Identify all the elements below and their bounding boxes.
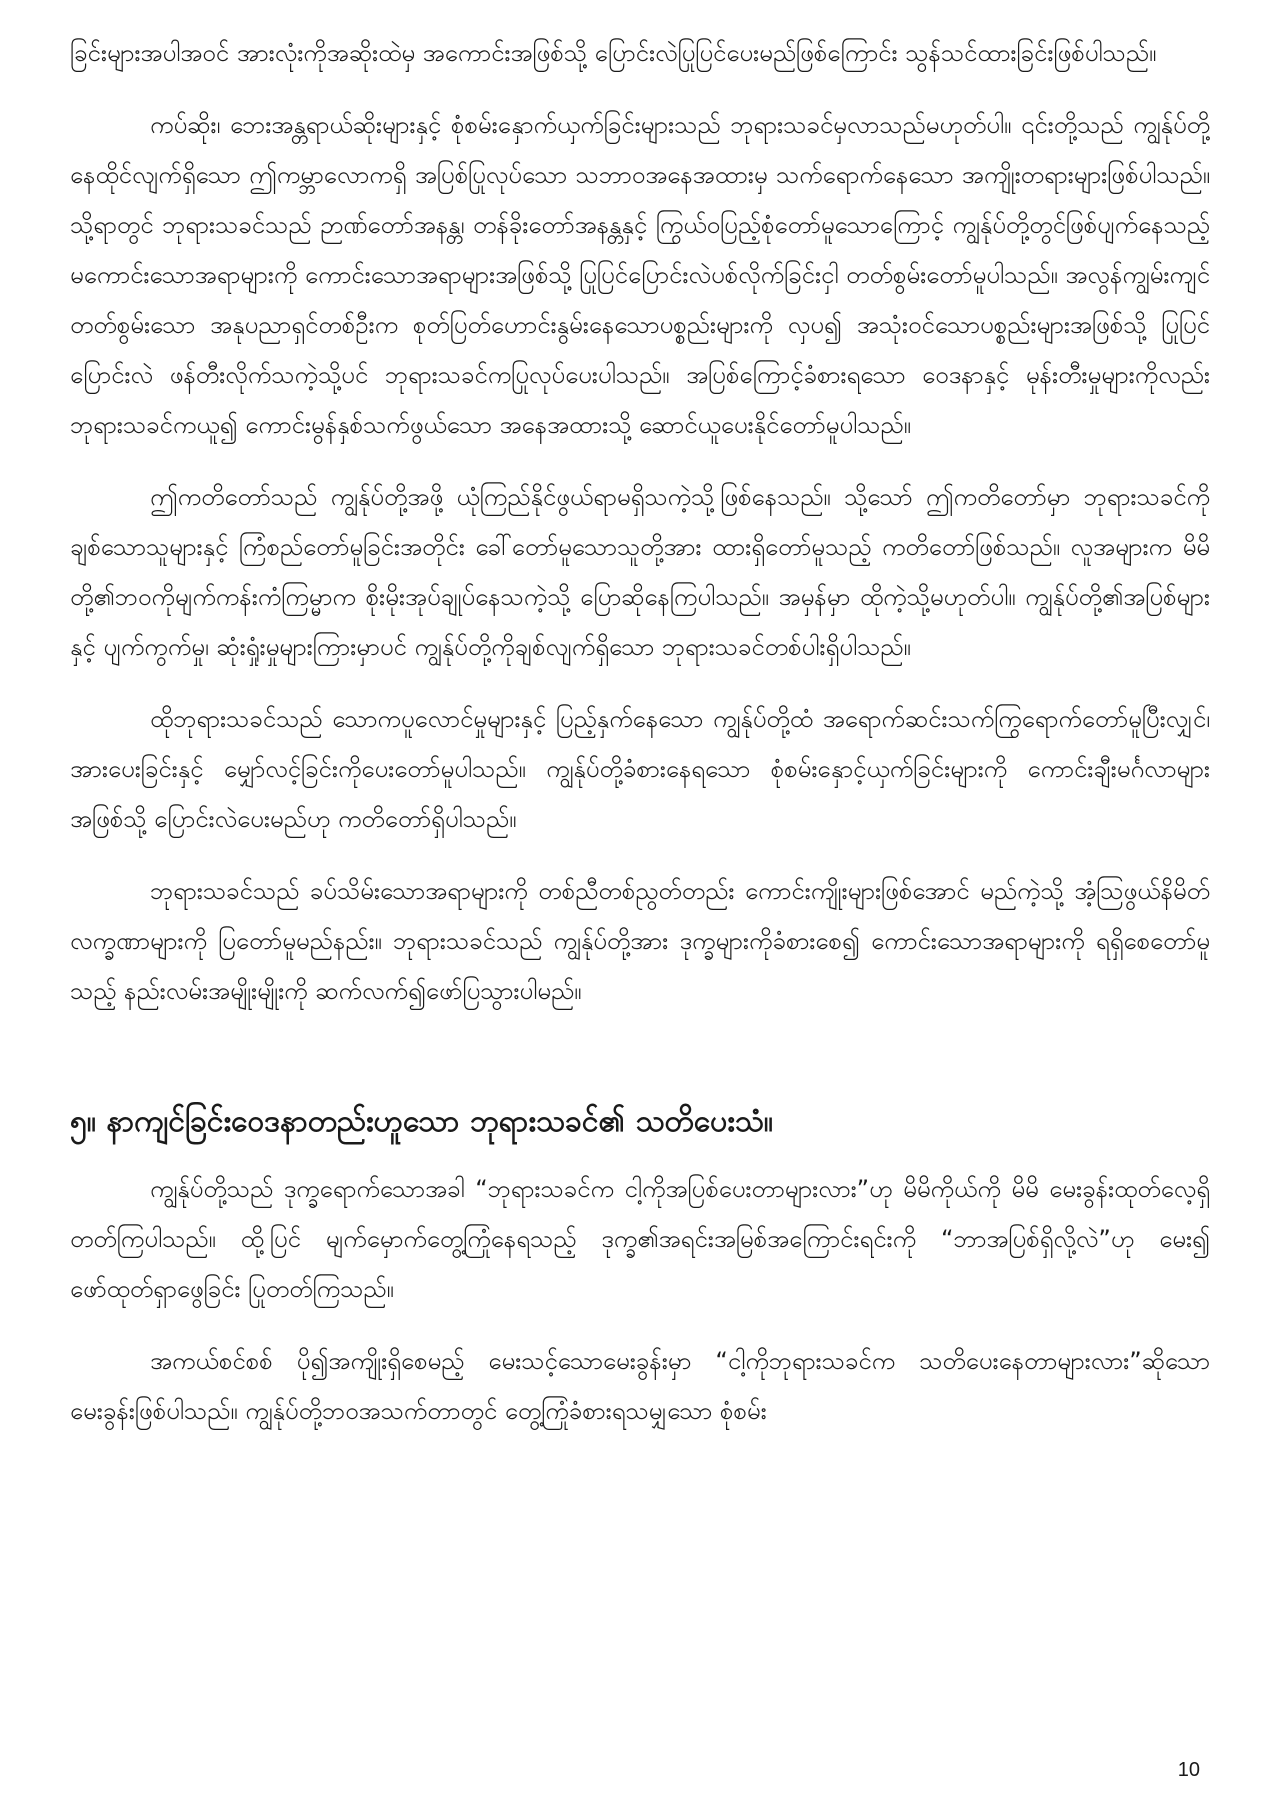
page-number: 10 — [1177, 1759, 1200, 1781]
paragraph-disasters: ကပ်ဆိုး၊ ဘေးအန္တရာယ်ဆိုးများနှင့် စုံစမ်းနှောက်ယှက်ခြင်းများသည် ဘုရားသခင်မှလာသည်မဟုတ်ပါ။ ၎င်းတို့သည် ကျွန်ုပ်တို့နေထိုင်လျက်ရှိသော ဤကမ္ဘာလောကရှိ အပြစ်ပြုလုပ်သော သဘာဝအနေအထားမှ သက်ရောက်နေသော အကျိုးတရားများဖြစ်ပါသည်။ သို့ရာတွင် ဘုရားသခင်သည် ဉာဏ်တော်အနန္တ၊ တန်ခိုးတော်အနန္တနှင့် ကြွယ်ဝပြည့်စုံတော်မူသောကြောင့် ကျွန်ုပ်တို့တွင်ဖြစ်ပျက်နေသည့် မကောင်းသောအရာများကို ကောင်းသောအရာများအဖြစ်သို့ ပြုပြင်ပြောင်းလဲပစ်လိုက်ခြင်းငှါ တတ်စွမ်းတော်မူပါသည်။ အလွန်ကျွမ်းကျင်တတ်စွမ်းသော အနုပညာရှင်တစ်ဦးက စုတ်ပြတ်ဟောင်းနွမ်းနေသောပစ္စည်းများကို လှပ၍ အသုံးဝင်သောပစ္စည်းများအဖြစ်သို့ ပြုပြင်ပြောင်းလဲ ဖန်တီးလိုက်သကဲ့သို့ပင် ဘုရားသခင်ကပြုလုပ်ပေးပါသည်။ အပြစ်ကြောင့်ခံစားရသော ဝေဒနာနှင့် မုန်းတီးမှုများကိုလည်း ဘုရားသခင်ကယူ၍ ကောင်းမွန်နှစ်သက်ဖွယ်သော အနေအထားသို့ ဆောင်ယူပေးနိုင်တော်မူပါသည်။ — [70, 111, 1210, 439]
paragraph-question-warning: အကယ်စင်စစ် ပို၍အကျိုးရှိစေမည့် မေးသင့်သောမေးခွန်းမှာ “ငါ့ကိုဘုရားသခင်က သတိပေးနေတာများလား”ဆိုသော မေးခွန်းဖြစ်ပါသည်။ ကျွန်ုပ်တို့ဘဝအသက်တာတွင် တွေ့ကြုံခံစားရသမျှသော စုံစမ်း — [70, 1347, 1210, 1425]
paragraph-question-punishment: ကျွန်ုပ်တို့သည် ဒုက္ခရောက်သောအခါ “ဘုရားသခင်က ငါ့ကိုအပြစ်ပေးတာများလား”ဟု မိမိကိုယ်ကို မိမိ မေးခွန်းထုတ်လေ့ရှိတတ်ကြပါသည်။ ထို့ပြင် မျက်မှောက်တွေ့ကြုံနေရသည့် ဒုက္ခ၏အရင်းအမြစ်အကြောင်းရင်းကို “ဘာအပြစ်ရှိလို့လဲ”ဟု မေး၍ ဖော်ထုတ်ရှာဖွေခြင်း ပြုတတ်ကြသည်။ — [70, 1175, 1210, 1303]
section-heading: ၅။ နာကျင်ခြင်းဝေဒနာတည်းဟူသော ဘုရားသခင်၏ သတိပေးသံ။ — [70, 1104, 773, 1139]
paragraph-promise: ဤကတိတော်သည် ကျွန်ုပ်တို့အဖို့ ယုံကြည်နိုင်ဖွယ်ရာမရှိသကဲ့သို့ဖြစ်နေသည်။ သို့သော် ဤကတိတော်မှာ ဘုရားသခင်ကို ချစ်သောသူများနှင့် ကြံစည်တော်မူခြင်းအတိုင်း ခေါ်တော်မူသောသူတို့အား ထားရှိတော်မူသည့် ကတိတော်ဖြစ်သည်။ လူအများက မိမိတို့၏ဘဝကိုမျက်ကန်းကံကြမ္မာက စိုးမိုးအုပ်ချုပ်နေသကဲ့သို့ ပြောဆိုနေကြပါသည်။ အမှန်မှာ ထိုကဲ့သို့မဟုတ်ပါ။ ကျွန်ုပ်တို့၏အပြစ်များနှင့် ပျက်ကွက်မှု၊ ဆုံးရှုံးမှုများကြားမှာပင် ကျွန်ုပ်တို့ကိုချစ်လျက်ရှိသော ဘုရားသခင်တစ်ပါးရှိပါသည်။ — [70, 483, 1210, 661]
paragraph-wonders: ဘုရားသခင်သည် ခပ်သိမ်းသောအရာများကို တစ်ညီတစ်ညွတ်တည်း ကောင်းကျိုးများဖြစ်အောင် မည်ကဲ့သို့ အံ့သြဖွယ်နိမိတ်လက္ခဏာများကို ပြတော်မူမည်နည်း။ ဘုရားသခင်သည် ကျွန်ုပ်တို့အား ဒုက္ခများကိုခံစားစေ၍ ကောင်းသောအရာများကို ရရှိစေတော်မူသည့် နည်းလမ်းအမျိုးမျိုးကို ဆက်လက်၍ဖော်ပြသွားပါမည်။ — [70, 877, 1210, 1005]
paragraph-god-comes: ထိုဘုရားသခင်သည် သောကပူလောင်မှုများနှင့် ပြည့်နှက်နေသော ကျွန်ုပ်တို့ထံ အရောက်ဆင်းသက်ကြွရောက်တော်မူပြီးလျှင်၊ အားပေးခြင်းနှင့် မျှော်လင့်ခြင်းကိုပေးတော်မူပါသည်။ ကျွန်ုပ်တို့ခံစားနေရသော စုံစမ်းနှောင့်ယှက်ခြင်းများကို ကောင်းချီးမင်္ဂလာများအဖြစ်သို့ ပြောင်းလဲပေးမည်ဟု ကတိတော်ရှိပါသည်။ — [70, 705, 1210, 833]
page-content — [70, 28, 1210, 1436]
paragraph-continued: ခြင်းများအပါအဝင် အားလုံးကိုအဆိုးထဲမှ အကောင်းအဖြစ်သို့ ပြောင်းလဲပြုပြင်ပေးမည်ဖြစ်ကြောင်း သွန်သင်ထားခြင်းဖြစ်ပါသည်။ — [70, 39, 1157, 67]
